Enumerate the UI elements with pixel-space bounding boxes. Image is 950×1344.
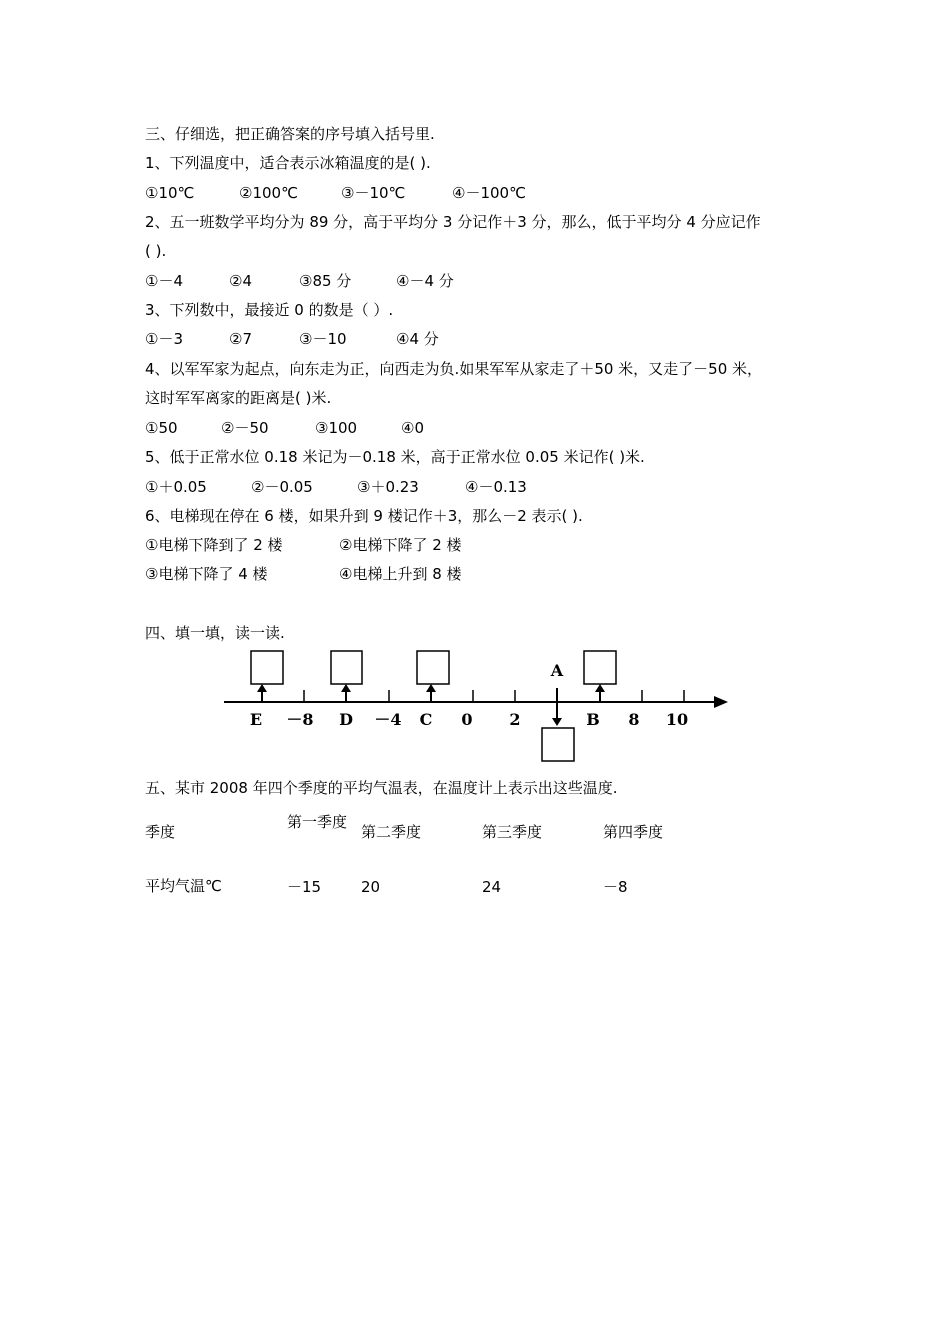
table-col-header: 第三季度 [482, 823, 543, 841]
table-header-label: 季度 [145, 823, 176, 841]
option: ②－0.05 [251, 478, 313, 496]
question-5: 5、低于正常水位 0.18 米记为－0.18 米，高于正常水位 0.05 米记作( )米. [145, 448, 645, 466]
table-cell: －8 [603, 878, 628, 896]
option: ①－3 [145, 330, 183, 348]
option: ③＋0.23 [357, 478, 419, 496]
option: ④－100℃ [452, 184, 526, 202]
option: ①电梯下降到了 2 楼 [145, 536, 283, 554]
option: ③100 [315, 419, 358, 437]
answer-box-B [584, 651, 616, 702]
question-6: 6、电梯现在停在 6 楼，如果升到 9 楼记作＋3，那么－2 表示( ). [145, 507, 583, 525]
option: ②4 [229, 272, 252, 290]
axis-label: －4 [374, 710, 402, 729]
option: ③－10℃ [341, 184, 406, 202]
question-2: 2、五一班数学平均分为 89 分，高于平均分 3 分记作＋3 分，那么，低于平均分 4 分应记作 [145, 213, 761, 231]
axis-label: 0 [461, 710, 473, 729]
option: ①50 [145, 419, 178, 437]
option: ①－4 [145, 272, 183, 290]
number-line-diagram [200, 640, 760, 770]
table-row-label: 平均气温℃ [145, 877, 222, 895]
section-4-title: 四、填一填，读一读. [145, 624, 285, 642]
axis-label: 2 [509, 710, 521, 729]
table-col-header: 第二季度 [361, 823, 422, 841]
section-3-title: 三、仔细选，把正确答案的序号填入括号里. [145, 125, 435, 143]
option: ②－50 [221, 419, 269, 437]
axis-label: E [249, 710, 263, 729]
answer-box-E [251, 651, 283, 702]
table-cell: 20 [361, 878, 381, 896]
table-cell: 24 [482, 878, 502, 896]
table-col-header: 第一季度 [287, 813, 348, 831]
point-A-label: A [550, 661, 564, 680]
axis-label: C [419, 710, 433, 729]
answer-box-A [542, 688, 574, 761]
axis-label: B [586, 710, 600, 729]
option: ③85 分 [299, 272, 352, 290]
option: ②7 [229, 330, 252, 348]
axis-label: D [339, 710, 353, 729]
question-4: 4、以军军家为起点，向东走为正，向西走为负.如果军军从家走了＋50 米，又走了－50 米， [145, 360, 763, 378]
axis-labels [250, 710, 688, 729]
option: ③－10 [299, 330, 347, 348]
option: ④电梯上升到 8 楼 [339, 565, 462, 583]
answer-box-D [331, 651, 362, 702]
option: ④－4 分 [396, 272, 454, 290]
option: ④4 分 [396, 330, 439, 348]
axis-label: －8 [286, 710, 314, 729]
question-3: 3、下列数中，最接近 0 的数是（ ）. [145, 301, 394, 319]
tick-marks [262, 690, 684, 702]
section-5-title: 五、某市 2008 年四个季度的平均气温表，在温度计上表示出这些温度. [145, 779, 618, 797]
option: ④0 [401, 419, 424, 437]
table-col-header: 第四季度 [603, 823, 664, 841]
table-cell: －15 [287, 878, 322, 896]
option: ③电梯下降了 4 楼 [145, 565, 268, 583]
option: ①＋0.05 [145, 478, 207, 496]
option: ②电梯下降了 2 楼 [339, 536, 462, 554]
question-1: 1、下列温度中，适合表示冰箱温度的是( ). [145, 154, 431, 172]
option: ②100℃ [239, 184, 298, 202]
option: ④－0.13 [465, 478, 527, 496]
option: ①10℃ [145, 184, 195, 202]
axis-arrowhead [714, 696, 728, 708]
axis-label: 8 [628, 710, 640, 729]
question-2-cont: ( ). [145, 242, 167, 260]
question-4-cont: 这时军军离家的距离是( )米. [145, 389, 332, 407]
answer-box-C [417, 651, 449, 702]
axis-label: 10 [665, 710, 689, 729]
